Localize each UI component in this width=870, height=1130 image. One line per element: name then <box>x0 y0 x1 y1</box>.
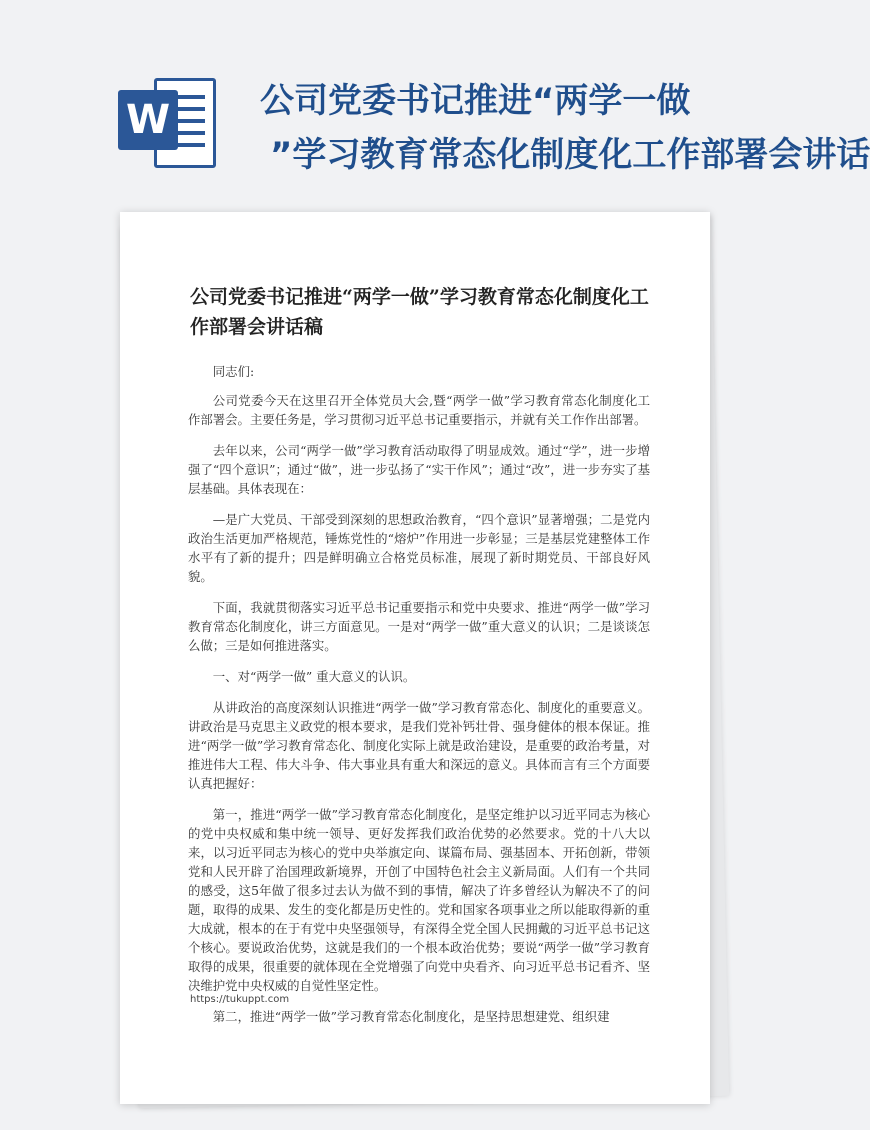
page-title-line2: ”学习教育常态化制度化工作部署会讲话 <box>270 135 870 175</box>
paragraph: 公司党委今天在这里召开全体党员大会,暨“两学一做”学习教育常态化制度化工作部署会。主要任务是，学习贯彻习近平总书记重要指示，并就有关工作作出部署。 <box>188 393 650 427</box>
greeting: 同志们: <box>212 364 255 379</box>
paragraph: 去年以来，公司“两学一做”学习教育活动取得了明显成效。通过“学”，进一步增强了“四个意识”；通过“做”，进一步弘扬了“实干作风”；通过“改”，进一步夯实了基层基础。具体表现在： <box>188 443 650 496</box>
paragraph: 下面，我就贯彻落实习近平总书记重要指示和党中央要求、推进“两学一做”学习教育常态化制度化，讲三方面意见。一是对“两学一做”重大意义的认识；二是谈谈怎么做；三是如何推进落实。 <box>188 600 650 653</box>
paragraph: 第二，推进“两学一做”学习教育常态化制度化，是坚持思想建党、组织建 <box>212 1009 610 1024</box>
paragraph: 从讲政治的高度深刻认识推进“两学一做”学习教育常态化、制度化的重要意义。讲政治是马克思主义政党的根本要求，是我们党补钙壮骨、强身健体的根本保证。推进“两学一做”学习教育常态化、制度化实际上就是政治建设，是重要的政治考量，对推进伟大工程、伟大斗争、伟大事业具有重大和深远的意义。具体而言有三个方面要认真把握好： <box>188 700 650 791</box>
paragraph: —是广大党员、干部受到深刻的思想政治教育，“四个意识”显著增强；二是党内政治生活更加严格规范，锤炼党性的“熔炉”作用进一步彰显；三是基层党建整体工作水平有了新的提升；四是鲜明确立合格党员标准，展现了新时期党员、干部良好风貌。 <box>188 512 650 584</box>
section-heading: 一、对“两学一做” 重大意义的认识。 <box>212 669 416 684</box>
document-body <box>188 362 650 1038</box>
document-title: 公司党委书记推进“两学一做”学习教育常态化制度化工作部署会讲话稿 <box>190 286 649 338</box>
paragraph: 第一，推进“两学一做”学习教育常态化制度化，是坚定维护以习近平同志为核心的党中央权威和集中统一领导、更好发挥我们政治优势的必然要求。党的十八大以来，以习近平同志为核心的党中央举旗定向、谋篇布局、强基固本、开拓创新，带领党和人民开辟了治国理政新境界，开创了中国特色社会主义新局面。人们有一个共同的感受，这5年做了很多过去认为做不到的事情，解决了许多曾经认为解决不了的问题，取得的成果、发生的变化都是历史性的。党和国家各项事业之所以能取得新的重大成就，根本的在于有党中央坚强领导，有深得全党全国人民拥戴的习近平总书记这个核心。要说政治优势，这就是我们的一个根本政治优势；要说“两学一做”学习教育取得的成果，很重要的就体现在全党增强了向党中央看齐、向习近平总书记看齐、坚决维护党中央权威的自觉性坚定性。 <box>188 807 650 993</box>
footer-url[interactable]: https://tukuppt.com <box>190 994 290 1005</box>
page-title-line1: 公司党委书记推进“两学一做 <box>260 81 691 121</box>
header-banner <box>0 0 870 200</box>
page-title <box>260 74 870 182</box>
word-w-badge: W <box>118 90 178 150</box>
document-page <box>120 212 710 1104</box>
word-document-icon <box>118 72 214 168</box>
